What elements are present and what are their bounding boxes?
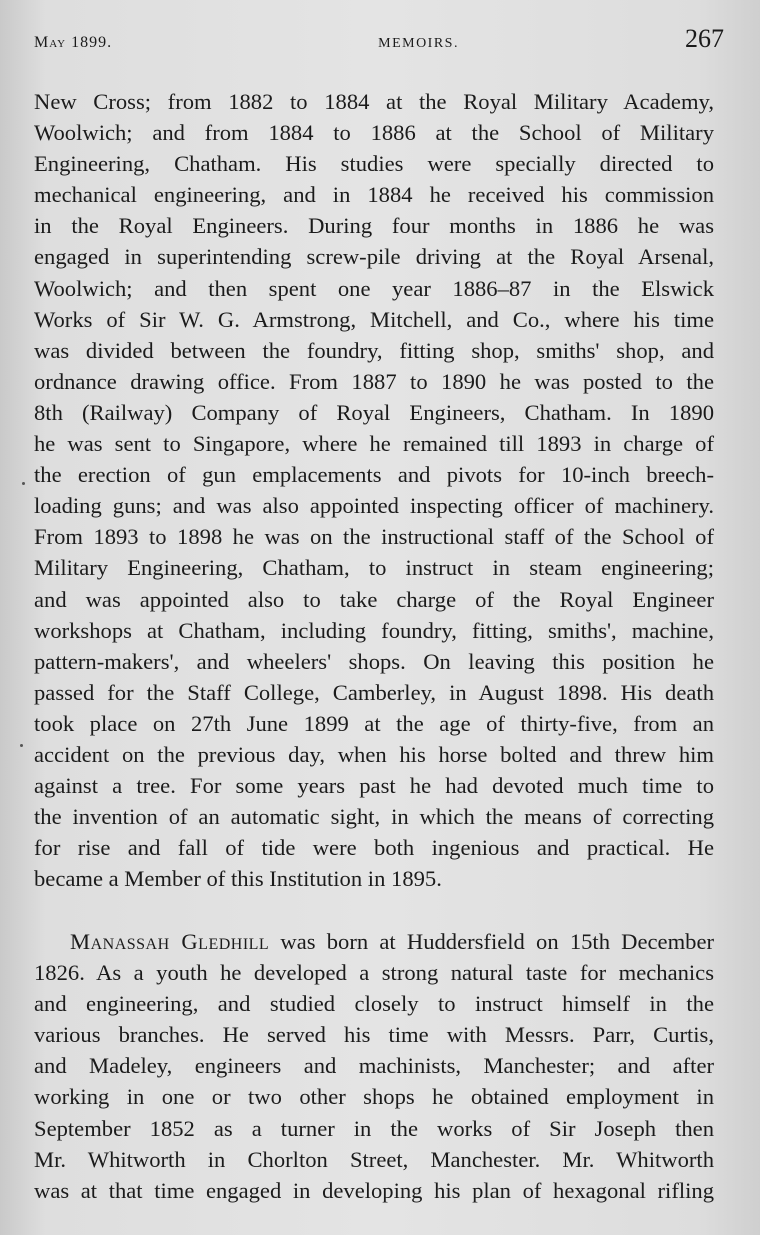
text-line: Mr. Whitworth in Chorlton Street, Manchester. Mr. Whitworth [34,1146,714,1172]
text-line: Military Engineering, Chatham, to instruct in steam engineering; [34,555,714,581]
text-line: mechanical engineering, and in 1884 he received his commission [34,182,714,208]
page-number: 267 [685,24,724,53]
text-line: accident on the previous day, when his horse bolted and threw him [34,741,714,767]
text-line: in the Royal Engineers. During four months in 1886 he was [34,213,714,239]
text-line: the invention of an automatic sight, in which the means of correcting [34,804,714,830]
text-line-first [34,926,714,957]
text-line: pattern-makers', and wheelers' shops. On leaving this position he [34,648,714,674]
text-line: workshops at Chatham, including foundry, fitting, smiths', machine, [34,617,714,643]
text-line: passed for the Staff College, Camberley, in August 1898. His death [34,679,714,705]
text-line: was at that time engaged in developing his plan of hexagonal rifling [34,1177,714,1203]
text-line: Woolwich; and from 1884 to 1886 at the School of Military [34,120,714,146]
text-line: against a tree. For some years past he had devoted much time to [34,773,714,799]
text-line: ordnance drawing office. From 1887 to 1890 he was posted to the [34,368,714,394]
memoir-subject-name: Manassah Gledhill [70,929,270,954]
text-line: the erection of gun emplacements and pivots for 10-inch breech- [34,462,714,488]
text-line: and Madeley, engineers and machinists, Manchester; and after [34,1053,714,1079]
first-line-text: was born at Huddersfield on 15th December [269,929,715,954]
text-line: he was sent to Singapore, where he remained till 1893 in charge of [34,431,714,457]
text-line: was divided between the foundry, fitting shop, smiths' shop, and [34,337,714,363]
memoir-paragraph-gledhill [34,926,714,1206]
text-line: and was appointed also to take charge of the Royal Engineer [34,586,714,612]
text-line: for rise and fall of tide were both ingenious and practical. He [34,835,714,861]
text-line: 8th (Railway) Company of Royal Engineers, Chatham. In 1890 [34,399,714,425]
text-line: Engineering, Chatham. His studies were specially directed to [34,151,714,177]
header-section-title: MEMOIRS. [378,36,459,51]
text-line: Woolwich; and then spent one year 1886–87 in the Elswick [34,275,714,301]
print-speck [22,482,25,485]
text-line: became a Member of this Institution in 1895. [34,866,442,892]
text-line: various branches. He served his time with Messrs. Parr, Curtis, [34,1022,714,1048]
text-line: Works of Sir W. G. Armstrong, Mitchell, and Co., where his time [34,306,714,332]
memoir-paragraph-continued [34,86,714,894]
text-line: From 1893 to 1898 he was on the instructional staff of the School of [34,524,714,550]
text-line: and engineering, and studied closely to instruct himself in the [34,991,714,1017]
text-line: New Cross; from 1882 to 1884 at the Royal Military Academy, [34,89,714,114]
text-line: working in one or two other shops he obtained employment in [34,1084,714,1110]
print-speck [20,744,23,747]
running-header [34,24,724,60]
header-date: May 1899. [34,34,113,51]
text-line: loading guns; and was also appointed inspecting officer of machinery. [34,493,714,519]
text-line: 1826. As a youth he developed a strong natural taste for mechanics [34,960,714,986]
text-line: engaged in superintending screw-pile driving at the Royal Arsenal, [34,244,714,270]
text-line: took place on 27th June 1899 at the age of thirty-five, from an [34,710,714,736]
text-line: September 1852 as a turner in the works of Sir Joseph then [34,1115,714,1141]
